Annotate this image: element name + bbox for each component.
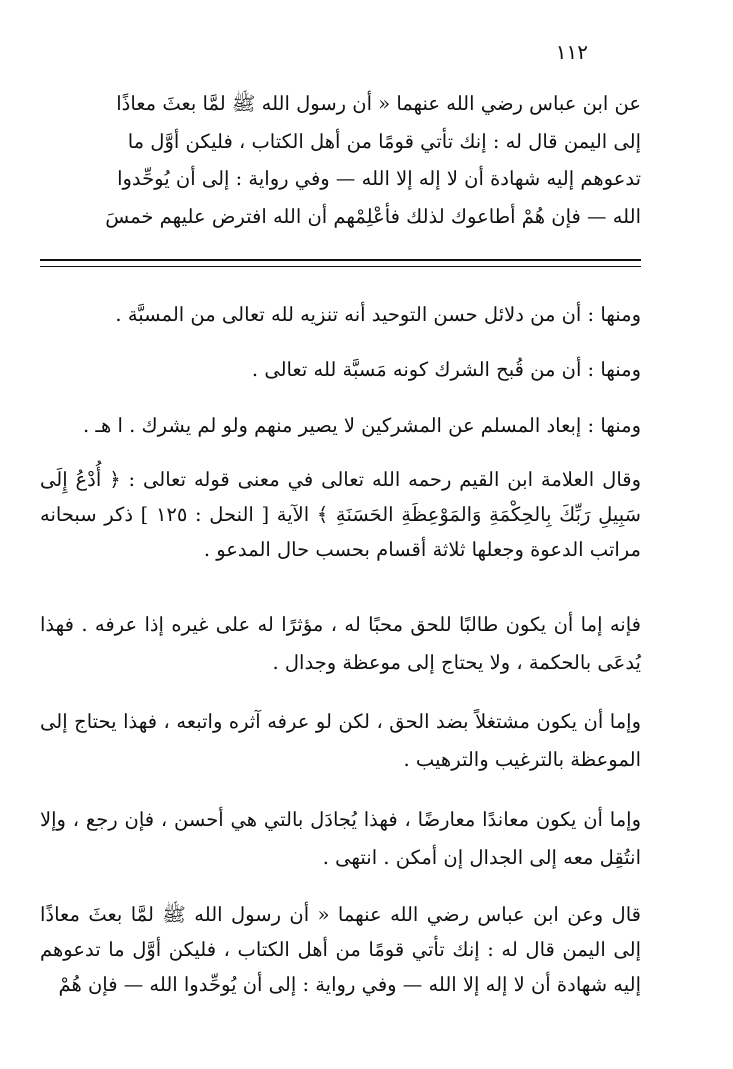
paragraph-shirk-ugliness: ومنها : أن من قُبح الشرك كونه مَسبَّة لله تعالى . bbox=[251, 358, 641, 381]
hadith-line: تدعوهم إليه شهادة أن لا إله إلا الله — وفي رواية : إلى أن يُوحِّدوا bbox=[117, 167, 641, 190]
hadith-line: عن ابن عباس رضي الله عنهما « أن رسول الله ﷺ لمَّا بعثَ معاذًا bbox=[116, 92, 641, 115]
paragraph-ibn-qayyim: وقال العلامة ابن القيم رحمه الله تعالى في معنى قوله تعالى : ﴿ أُدْعُ إِلَى سَبِيلِ رَبِّكَ بِالحِكْمَةِ وَالمَوْعِظَةِ الحَسَنَةِ ﴾ الآية [ النحل : ١٢٥ ] ذكر سبحانه مراتب الدعوة وجعلها ثلاثة أقسام بحسب حال المدعو . bbox=[40, 468, 641, 561]
paragraph-hadith-muadh: قال وعن ابن عباس رضي الله عنهما « أن رسول الله ﷺ لمَّا بعثَ معاذًا إلى اليمن قال له : إنك تأتي قومًا من أهل الكتاب ، فليكن أوَّل ما تدعوهم إليه شهادة أن لا إله إلا الله — وفي رواية : إلى أن يُوحِّدوا الله — فإن هُمْ bbox=[40, 903, 641, 996]
double-rule-divider bbox=[40, 259, 641, 267]
hadith-line: إلى اليمن قال له : إنك تأتي قومًا من أهل الكتاب ، فليكن أوَّل ما bbox=[127, 129, 641, 153]
paragraph-monotheism-proof: ومنها : أن من دلائل حسن التوحيد أنه تنزيه لله تعالى من المسبَّة . bbox=[115, 303, 641, 326]
hadith-text-block bbox=[40, 85, 641, 235]
paragraph-obstinate: وإما أن يكون معاندًا معارضًا ، فهذا يُجادَل بالتي هي أحسن ، فإن رجع ، وإلا انتُقِل معه إلى الجدال إن أمكن . انتهى . bbox=[40, 808, 641, 869]
hadith-line: الله — فإن هُمْ أطاعوك لذلك فأعْلِمْهم أن الله افترض عليهم خمسَ bbox=[105, 204, 641, 228]
paragraph-seeker-of-truth: فإنه إما أن يكون طالبًا للحق محبًا له ، مؤثرًا له على غيره إذا عرفه . فهذا يُدعَى بالحكمة ، ولا يحتاج إلى موعظة وجدال . bbox=[40, 613, 641, 674]
paragraph-preoccupied: وإما أن يكون مشتغلاً بضد الحق ، لكن لو عرفه آثره واتبعه ، فهذا يحتاج إلى الموعظة بالترغيب والترهيب . bbox=[40, 710, 641, 771]
page-number: ١١٢ bbox=[555, 40, 588, 64]
paragraph-distancing: ومنها : إبعاد المسلم عن المشركين لا يصير منهم ولو لم يشرك . ا هـ . bbox=[82, 414, 641, 437]
